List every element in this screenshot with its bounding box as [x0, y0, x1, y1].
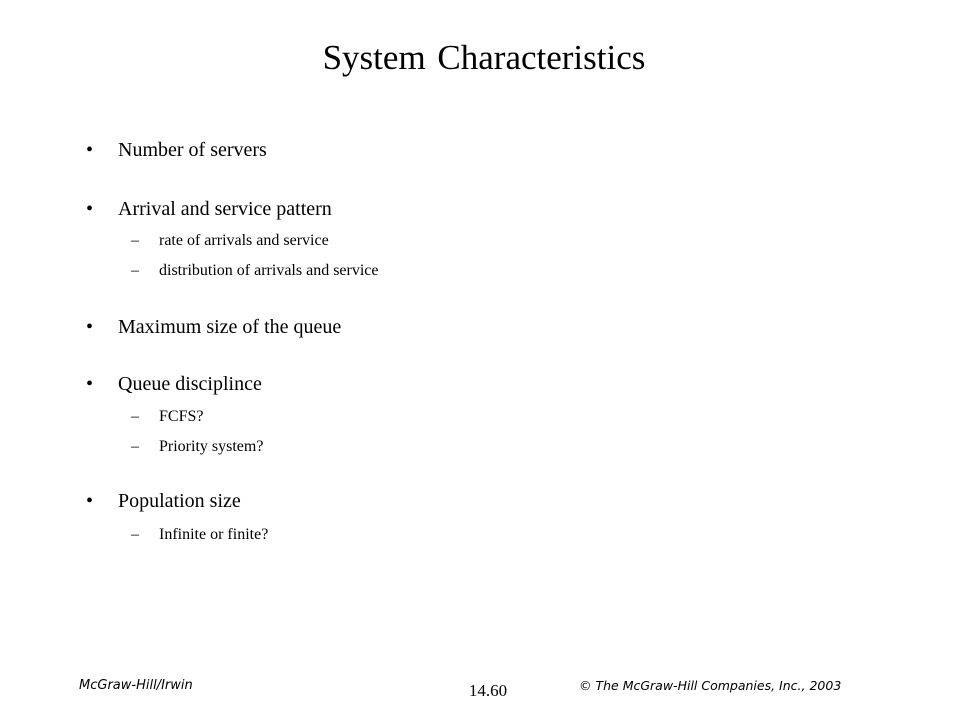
bullet-marker: • — [86, 198, 94, 220]
sub-bullet-marker: – — [131, 408, 139, 425]
sub-bullet-marker: – — [131, 438, 139, 455]
bullet-text: Maximum size of the queue — [118, 316, 342, 338]
sub-bullet-marker: – — [131, 526, 139, 543]
footer-publisher: McGraw-Hill/Irwin — [79, 678, 193, 693]
footer-copyright: © The McGraw-Hill Companies, Inc., 2003 — [579, 678, 842, 693]
slide-title: System Characteristics — [322, 38, 646, 77]
footer-page-number: 14.60 — [468, 681, 508, 700]
bullet-marker: • — [86, 490, 94, 512]
bullet-marker: • — [86, 373, 94, 395]
bullet-text: Population size — [118, 490, 241, 512]
bullet-text: Number of servers — [118, 139, 267, 161]
sub-bullet-marker: – — [131, 232, 139, 249]
sub-bullet-marker: – — [131, 262, 139, 279]
bullet-marker: • — [86, 316, 94, 338]
sub-bullet-text: distribution of arrivals and service — [159, 262, 379, 279]
sub-bullet-text: Priority system? — [159, 438, 264, 455]
sub-bullet-text: FCFS? — [159, 408, 204, 425]
bullet-text: Queue disciplince — [118, 373, 262, 395]
sub-bullet-text: rate of arrivals and service — [159, 232, 329, 249]
sub-bullet-text: Infinite or finite? — [159, 526, 269, 543]
bullet-text: Arrival and service pattern — [118, 198, 332, 220]
bullet-marker: • — [86, 139, 94, 161]
